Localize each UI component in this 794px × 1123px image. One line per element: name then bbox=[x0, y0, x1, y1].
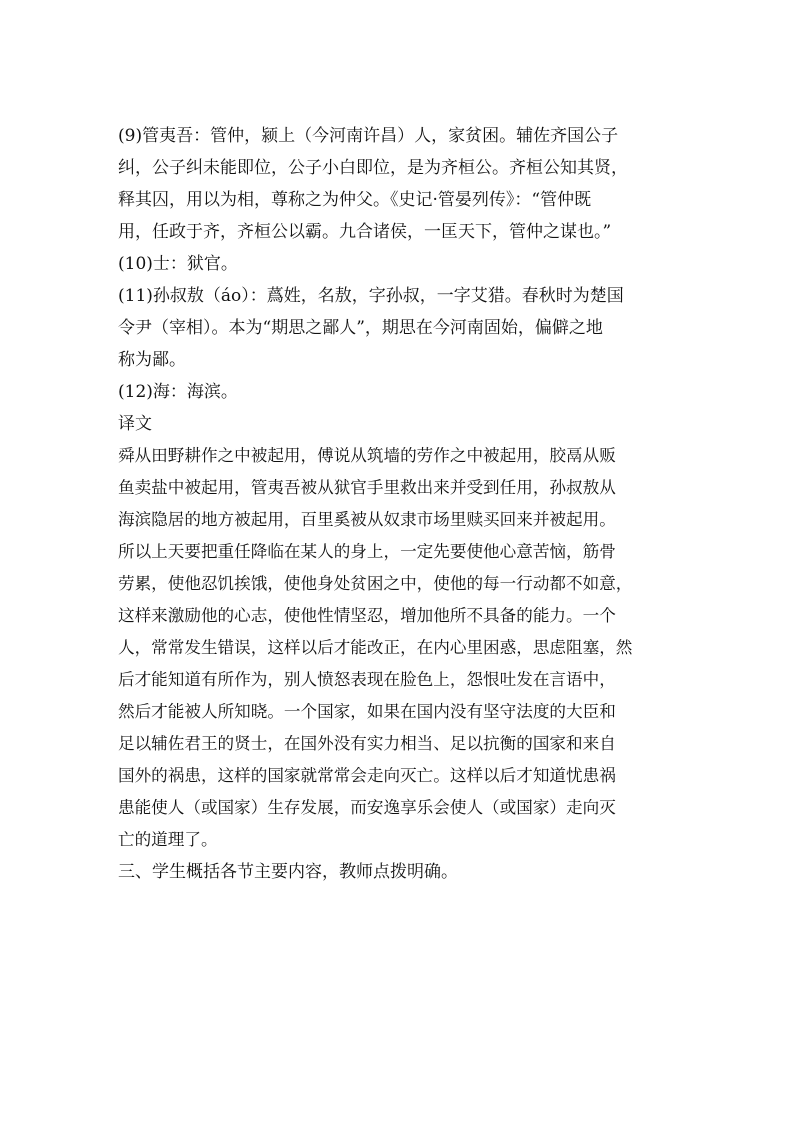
translation-line: 劳累，使他忍饥挨饿，使他身处贫困之中，使他的每一行动都不如意， bbox=[118, 574, 633, 593]
translation-line: 患能使人（或国家）生存发展，而安逸享乐会使人（或国家）走向灭 bbox=[118, 798, 616, 817]
note-line: (12)海：海滨。 bbox=[118, 382, 238, 402]
translation-heading: 译文 bbox=[118, 414, 152, 434]
note-line: 称为鄙。 bbox=[118, 350, 186, 370]
translation-line: 海滨隐居的地方被起用，百里奚被从奴隶市场里赎买回来并被起用。 bbox=[118, 510, 616, 529]
translation-line: 鱼卖盐中被起用，管夷吾被从狱官手里救出来并受到任用，孙叔敖从 bbox=[118, 478, 616, 497]
translation-line: 所以上天要把重任降临在某人的身上，一定先要使他心意苦恼，筋骨 bbox=[118, 542, 616, 561]
translation-line: 舜从田野耕作之中被起用，傅说从筑墙的劳作之中被起用，胶鬲从贩 bbox=[118, 446, 616, 465]
note-line: 释其囚，用以为相，尊称之为仲父。《史记·管晏列传》：“管仲既 bbox=[118, 190, 592, 210]
translation-heading-block bbox=[118, 408, 694, 440]
translation-line: 这样来激励他的心志，使他性情坚忍，增加他所不具备的能力。一个 bbox=[118, 606, 616, 625]
note-line: (9)管夷吾：管仲，颍上（今河南许昌）人，家贫困。辅佐齐国公子 bbox=[118, 126, 619, 146]
note-9 bbox=[118, 120, 694, 248]
note-12 bbox=[118, 376, 694, 408]
note-line: (11)孙叔敖（áo）：蔿姓，名敖，字孙叔，一字艾猎。春秋时为楚国 bbox=[118, 286, 624, 306]
translation-line: 人，常常发生错误，这样以后才能改正，在内心里困惑，思虑阻塞，然 bbox=[118, 638, 633, 657]
section-three bbox=[118, 856, 694, 888]
translation-line: 后才能知道有所作为，别人愤怒表现在脸色上，怨恨吐发在言语中， bbox=[118, 670, 616, 689]
note-11 bbox=[118, 280, 694, 376]
note-line: (10)士：狱官。 bbox=[118, 254, 238, 274]
translation-line: 国外的祸患，这样的国家就常常会走向灭亡。这样以后才知道忧患祸 bbox=[118, 766, 616, 785]
note-line: 纠，公子纠未能即位，公子小白即位，是为齐桓公。齐桓公知其贤， bbox=[118, 158, 628, 178]
translation-line: 亡的道理了。 bbox=[118, 830, 218, 849]
note-line: 令尹（宰相）。本为“期思之鄙人”，期思在今河南固始，偏僻之地 bbox=[118, 318, 603, 338]
note-line: 用，任政于齐，齐桓公以霸。九合诸侯，一匡天下，管仲之谋也。” bbox=[118, 222, 612, 242]
note-10 bbox=[118, 248, 694, 280]
section-three-heading: 三、学生概括各节主要内容，教师点拨明确。 bbox=[118, 862, 458, 882]
translation-body bbox=[118, 440, 694, 856]
translation-line: 然后才能被人所知晓。一个国家，如果在国内没有坚守法度的大臣和 bbox=[118, 702, 616, 721]
translation-line: 足以辅佐君王的贤士，在国外没有实力相当、足以抗衡的国家和来自 bbox=[118, 734, 616, 753]
document-page bbox=[118, 120, 694, 888]
